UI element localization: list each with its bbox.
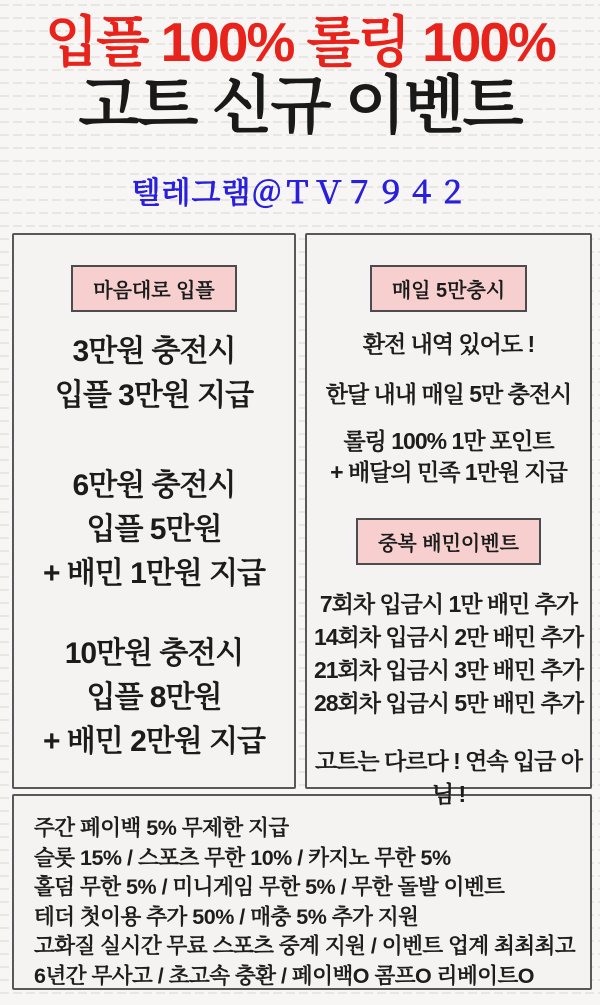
offer-line: + 배민 1만원 지급 (42, 557, 266, 590)
badge-free-deposit-bonus: 마음대로 입플 (71, 265, 236, 312)
headline-event: 고트 신규 이벤트 (78, 71, 522, 141)
rolling-reward-line: + 배달의 민족 1만원 지급 (330, 459, 567, 485)
rolling-reward (307, 426, 590, 488)
offer-line: 입플 8만원 (86, 681, 222, 714)
benefit-line: 슬롯 15% / 스포츠 무한 10% / 카지노 무한 5% (34, 845, 451, 870)
offer-line: 입플 5만원 (86, 513, 222, 546)
round-reward-line: 7회차 입금시 1만 배민 추가 (319, 591, 578, 617)
panels-row (12, 233, 592, 807)
panel-footer-note: 고트는 다르다 ! 연속 입금 아님 ! (314, 748, 582, 807)
round-reward-line: 28회차 입금시 5만 배민 추가 (313, 690, 584, 716)
offer-line: 3만원 충전시 (72, 335, 236, 368)
benefit-line: 6년간 무사고 / 초고속 충환 / 페이백O 콤프O 리베이트O (34, 963, 534, 988)
round-reward-line: 21회차 입금시 3만 배민 추가 (313, 657, 584, 683)
offer-line: 6만원 충전시 (72, 469, 236, 502)
offer-line: + 배민 2만원 지급 (42, 725, 266, 758)
headline-bonus: 입플 100% 롤링 100% (45, 11, 555, 73)
offer-line: 입플 3만원 지급 (54, 379, 254, 412)
telegram-handle: 텔레그램＠ＴＶ７９４２ (131, 177, 469, 210)
daily-condition-line: 한달 내내 매일 5만 충전시 (325, 381, 572, 407)
panel-deposit-bonus (12, 233, 296, 789)
round-rewards (307, 588, 590, 720)
badge-baemin-event: 중복 배민이벤트 (356, 518, 541, 565)
offer-100k (14, 632, 294, 764)
benefit-line: 고화질 실시간 무료 스포츠 중계 지원 / 이벤트 업계 최최최고 (34, 934, 576, 958)
benefit-line: 홀덤 무한 5% / 미니게임 무한 5% / 무한 돌발 이벤트 (34, 875, 505, 899)
round-reward-line: 14회차 입금시 2만 배민 추가 (313, 624, 584, 650)
offer-60k (14, 464, 294, 596)
daily-condition-line: 환전 내역 있어도 ! (362, 331, 535, 357)
benefit-line: 주간 페이백 5% 무제한 지급 (34, 816, 289, 840)
panel-daily-recharge (305, 233, 592, 807)
offer-line: 10만원 충전시 (64, 637, 244, 670)
header (0, 0, 600, 212)
panel-benefits (12, 794, 592, 990)
badge-daily-50k: 매일 5만충시 (370, 265, 527, 312)
benefit-line: 테더 첫이용 추가 50% / 매충 5% 추가 지원 (34, 904, 419, 929)
offer-30k (14, 330, 294, 418)
rolling-reward-line: 롤링 100% 1만 포인트 (343, 428, 554, 454)
